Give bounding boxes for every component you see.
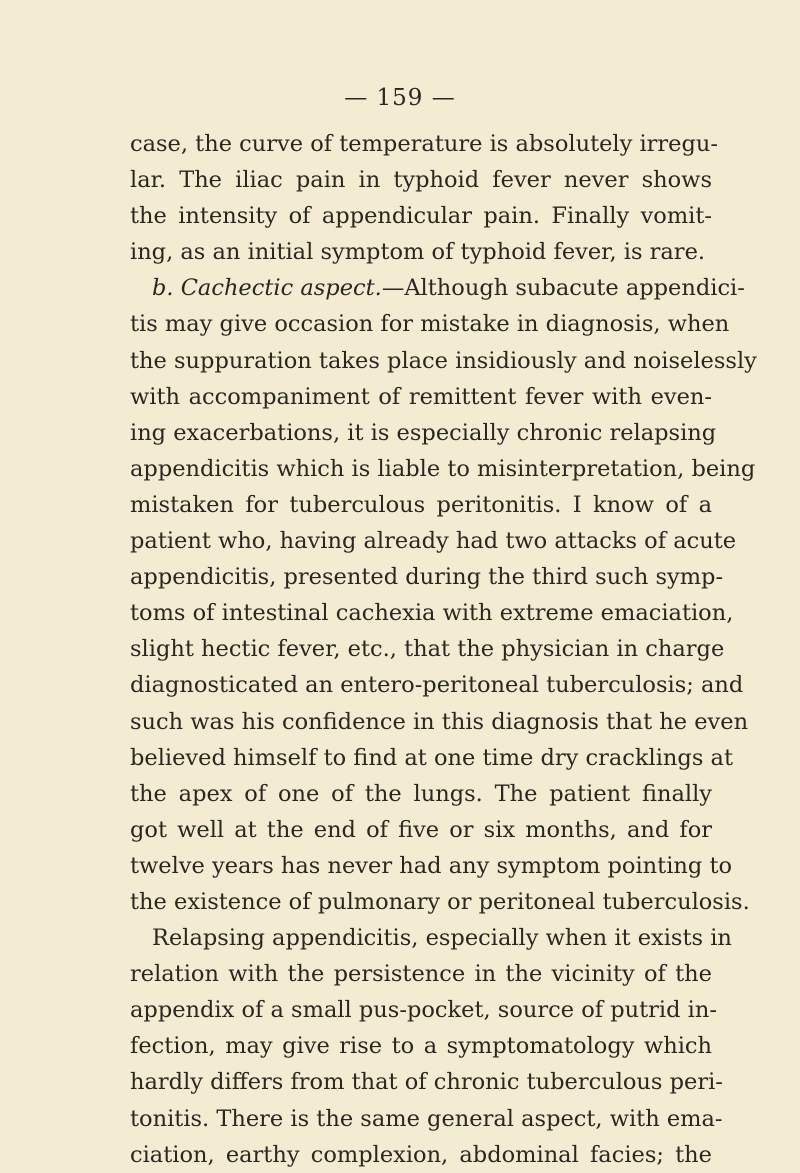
page-number: — 159 —: [344, 85, 456, 111]
text-line: the apex of one of the lungs. The patient finally: [130, 780, 712, 807]
text-line: tonitis. There is the same general aspect, with ema-: [130, 1105, 723, 1132]
text-line: believed himself to find at one time dry cracklings at: [130, 744, 733, 771]
text-line: the intensity of appendicular pain. Finally vomit-: [130, 203, 712, 230]
text-line: mistaken for tuberculous peritonitis. I know of a: [130, 491, 712, 518]
text-line: ing, as an initial symptom of typhoid fever, is rare.: [130, 239, 706, 266]
text-line: case, the curve of temperature is absolutely irregu-: [130, 131, 718, 157]
text-line: Relapsing appendicitis, especially when it exists in: [152, 925, 732, 952]
text-line: patient who, having already had two attacks of acute: [130, 528, 737, 555]
text-line: the existence of pulmonary or peritoneal tuberculosis.: [130, 888, 750, 915]
text-line: ing exacerbations, it is especially chronic relapsing: [130, 419, 717, 446]
text-line: relation with the persistence in the vicinity of the: [130, 961, 712, 988]
text-line: such was his confidence in this diagnosis that he even: [130, 708, 749, 735]
body-text: [130, 126, 757, 1173]
text-line: with accompaniment of remittent fever with even-: [130, 383, 712, 410]
text-line: slight hectic fever, etc., that the physician in charge: [130, 636, 725, 663]
text-line-section-heading: [130, 270, 745, 306]
text-line: lar. The iliac pain in typhoid fever never shows: [130, 167, 712, 194]
text-line: the suppuration takes place insidiously and noiselessly: [130, 347, 757, 374]
text-line: toms of intestinal cachexia with extreme emaciation,: [130, 600, 734, 627]
text-line: fection, may give rise to a symptomatology which: [130, 1033, 712, 1060]
text-line: appendix of a small pus-pocket, source of putrid in-: [130, 997, 717, 1024]
text-line: hardly differs from that of chronic tuberculous peri-: [130, 1069, 723, 1096]
text-line: appendicitis which is liable to misinterpretation, being: [130, 455, 756, 482]
text-line: diagnosticated an entero-peritoneal tuberculosis; and: [130, 672, 744, 699]
section-text: —Although subacute appendici-: [381, 275, 745, 302]
text-line: got well at the end of five or six months, and for: [130, 816, 712, 843]
text-line: ciation, earthy complexion, abdominal facies; the: [130, 1141, 712, 1168]
section-label: b. Cachectic aspect.: [152, 275, 382, 302]
text-line: tis may give occasion for mistake in diagnosis, when: [130, 311, 730, 338]
text-line: twelve years has never had any symptom pointing to: [130, 852, 733, 879]
text-line: appendicitis, presented during the third such symp-: [130, 564, 724, 591]
